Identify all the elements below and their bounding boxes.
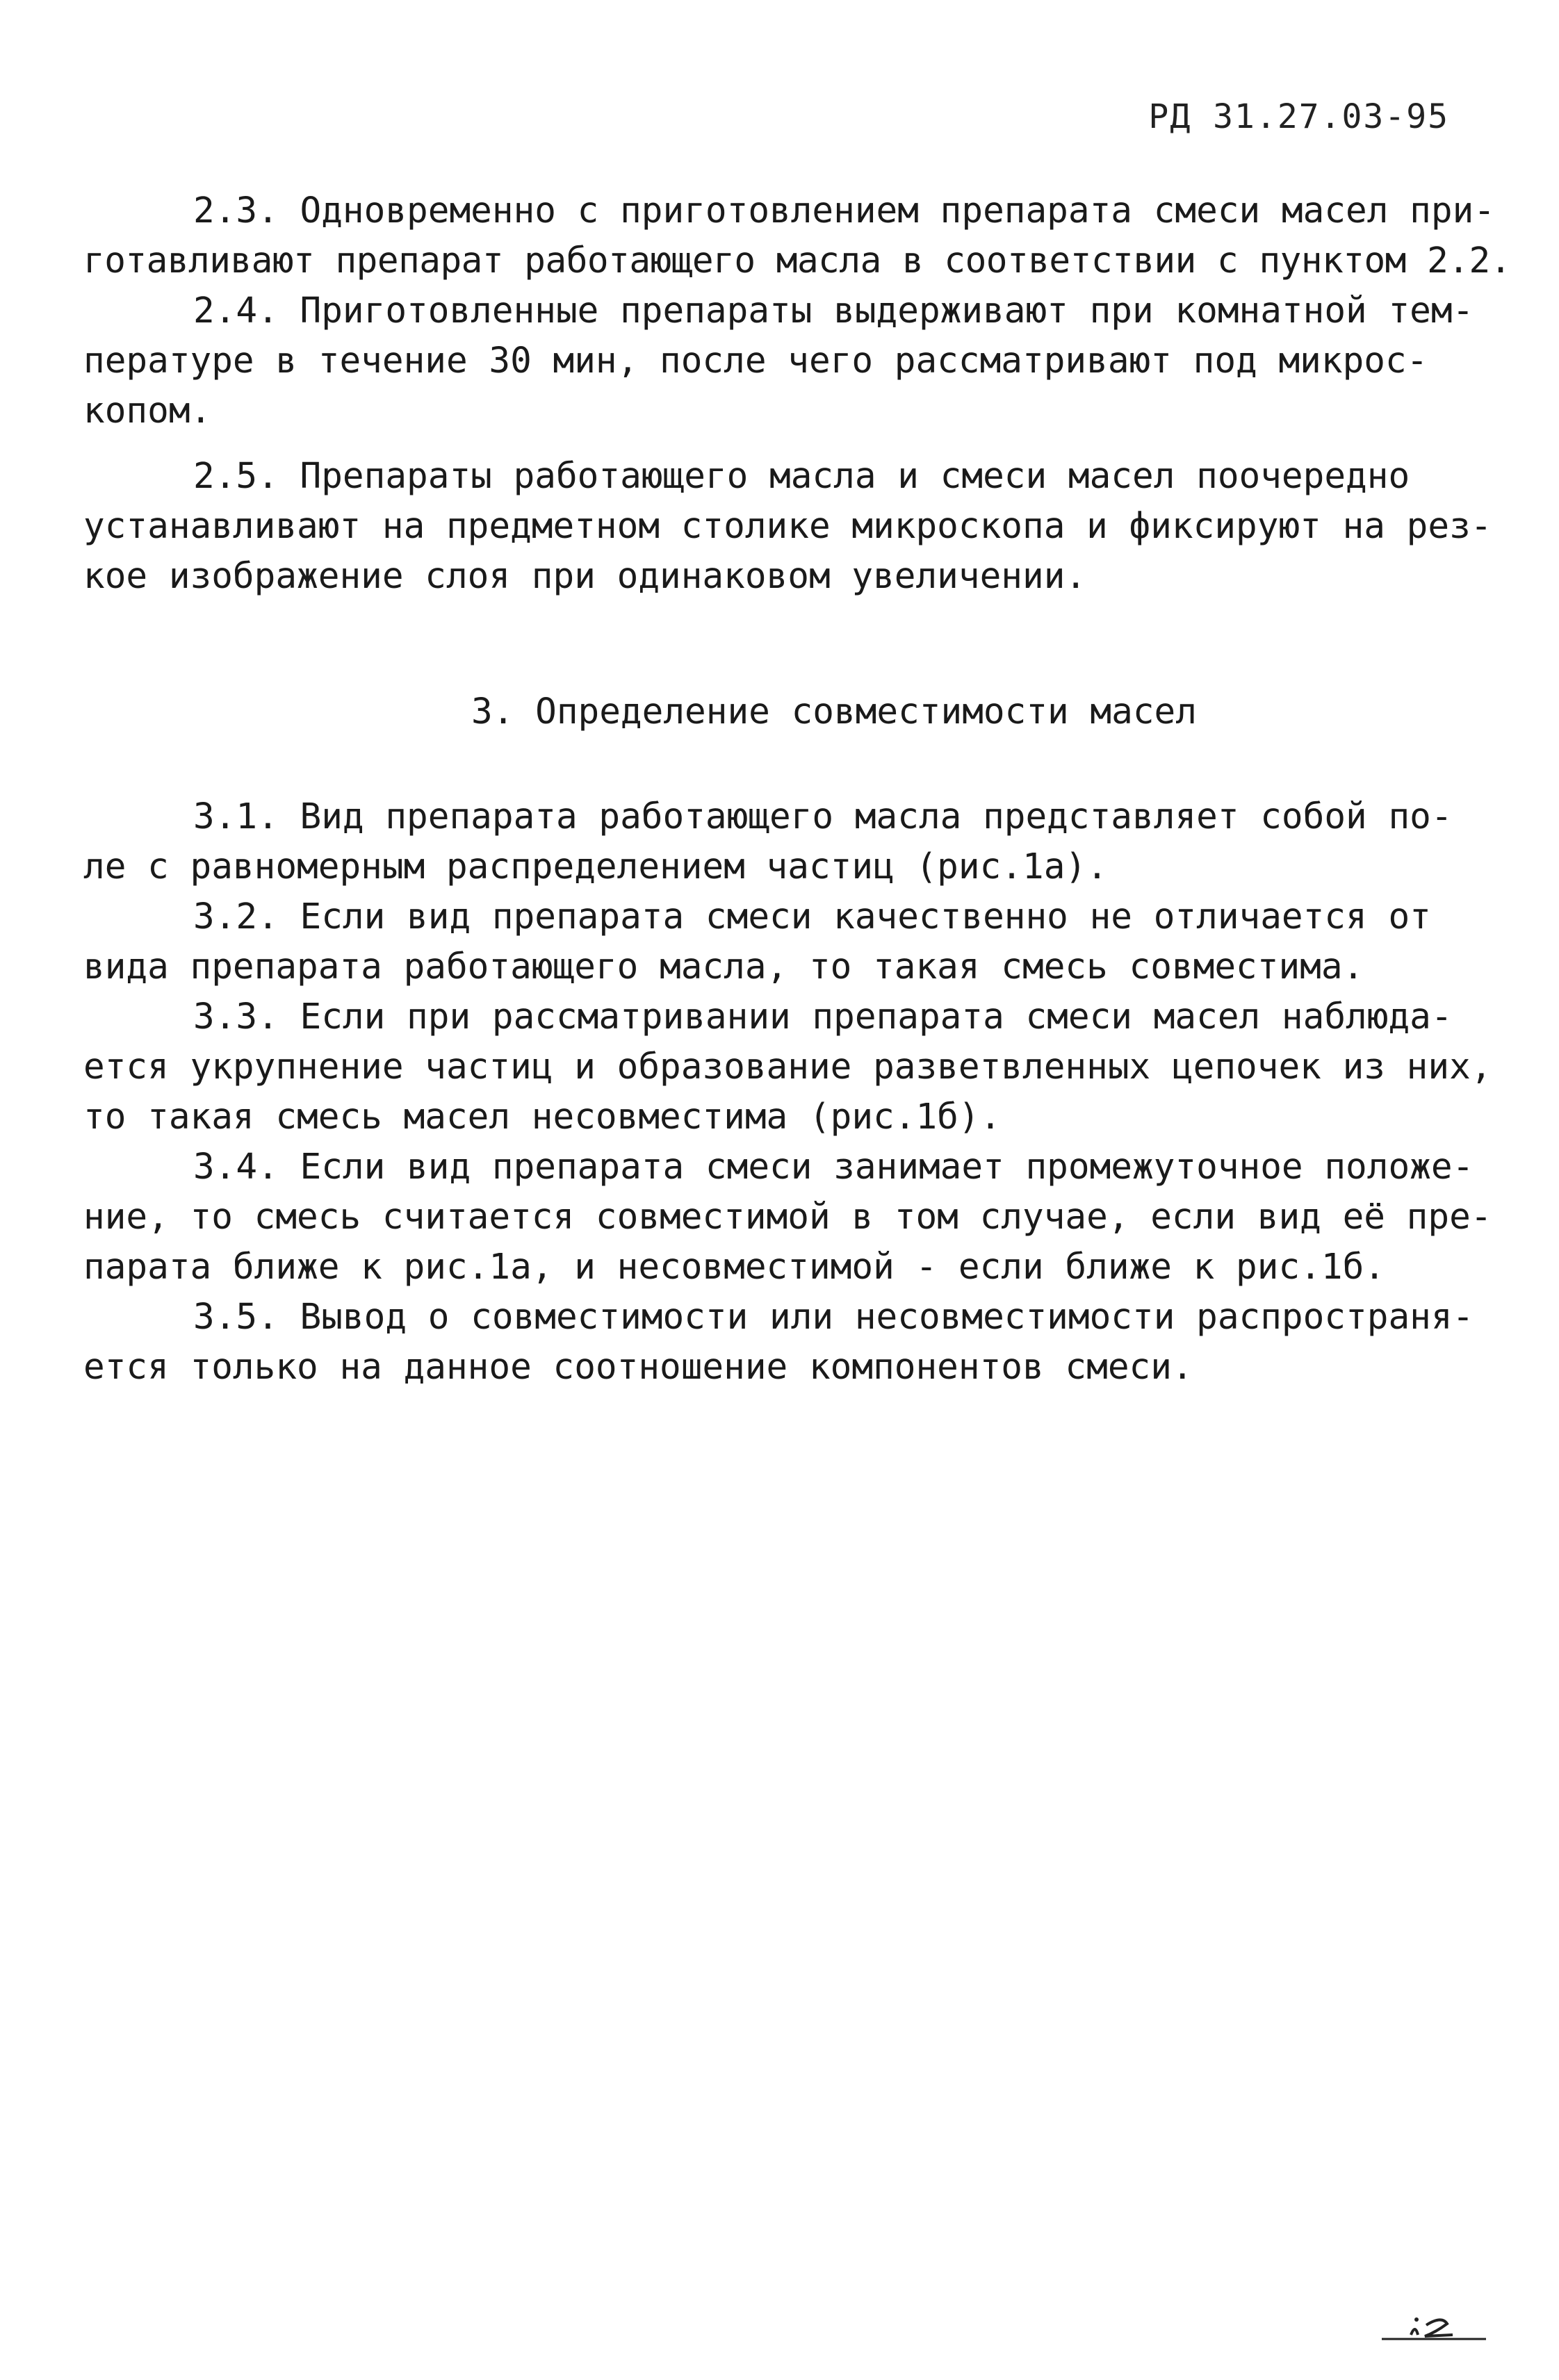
- section-3-heading: 3. Определение совместимости масел: [471, 691, 1197, 732]
- paragraph-3-4-line-1: 3.4. Если вид препарата смеси занимает промежуточное положе-: [193, 1147, 1474, 1188]
- document-code: РД 31.27.03-95: [1148, 97, 1449, 136]
- handwritten-page-number: [1375, 2314, 1493, 2342]
- paragraph-3-3-line-1: 3.3. Если при рассматривании препарата смеси масел наблюда-: [193, 996, 1453, 1037]
- paragraph-3-5-line-1: 3.5. Вывод о совместимости или несовместимости распространя-: [193, 1297, 1474, 1338]
- paragraph-2-5-line-1: 2.5. Препараты работающего масла и смеси масел поочередно: [193, 456, 1410, 497]
- paragraph-2-4-line-2: пературе в течение 30 мин, после чего рассматривают под микрос-: [83, 340, 1428, 381]
- paragraph-3-4-line-2: ние, то смесь считается совместимой в том случае, если вид её пре-: [83, 1197, 1492, 1238]
- paragraph-3-4-line-3: парата ближе к рис.1а, и несовместимой - если ближе к рис.1б.: [83, 1247, 1385, 1288]
- paragraph-3-3-line-3: то такая смесь масел несовместима (рис.1б).: [83, 1097, 1002, 1138]
- paragraph-3-3-line-2: ется укрупнение частиц и образование разветвленных цепочек из них,: [83, 1047, 1492, 1088]
- paragraph-3-1-line-1: 3.1. Вид препарата работающего масла представляет собой по-: [193, 796, 1453, 837]
- paragraph-3-1-line-2: ле с равномерным распределением частиц (рис.1а).: [83, 846, 1108, 887]
- paragraph-2-3-line-2: готавливают препарат работающего масла в соответствии с пунктом 2.2.: [83, 240, 1511, 281]
- paragraph-3-2-line-1: 3.2. Если вид препарата смеси качественно не отличается от: [193, 896, 1431, 937]
- paragraph-3-2-line-2: вида препарата работающего масла, то такая смесь совместима.: [83, 946, 1364, 987]
- paragraph-2-4-line-1: 2.4. Приготовленные препараты выдерживают при комнатной тем-: [193, 290, 1474, 331]
- paragraph-2-5-line-2: устанавливают на предметном столике микроскопа и фиксируют на рез-: [83, 506, 1492, 547]
- paragraph-2-3-line-1: 2.3. Одновременно с приготовлением препарата смеси масел при-: [193, 190, 1495, 231]
- paragraph-2-5-line-3: кое изображение слоя при одинаковом увеличении.: [83, 556, 1087, 597]
- paragraph-3-5-line-2: ется только на данное соотношение компонентов смеси.: [83, 1347, 1193, 1388]
- paragraph-2-4-line-3: копом.: [83, 391, 212, 432]
